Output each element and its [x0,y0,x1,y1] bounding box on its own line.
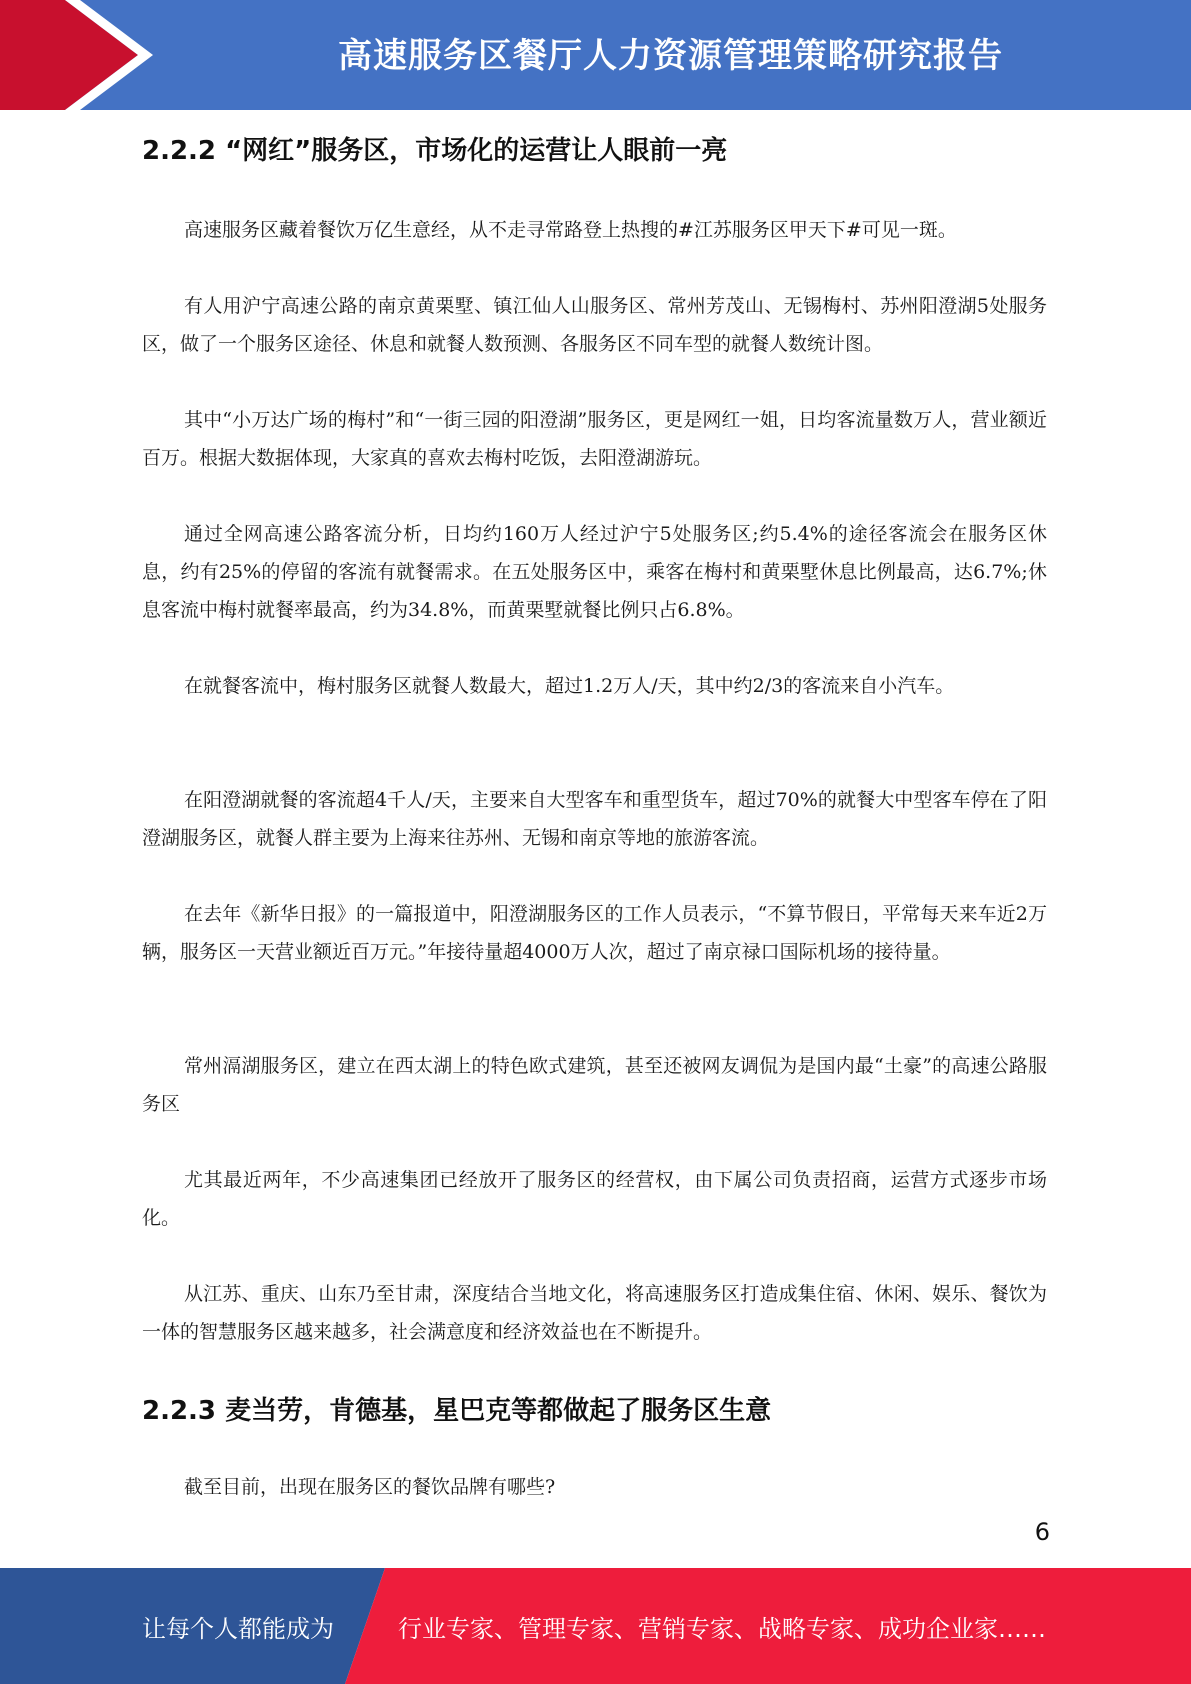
header-chevron-decoration [0,0,160,110]
paragraph: 其中“小万达广场的梅村”和“一街三园的阳澄湖”服务区，更是网红一姐，日均客流量数万人，营业额近百万。根据大数据体现，大家真的喜欢去梅村吃饭，去阳澄湖游玩。 [142,409,1047,469]
section-heading-2-2-3: 2.2.3 麦当劳，肯德基，星巴克等都做起了服务区生意 [142,1396,772,1426]
paragraph: 常州滆湖服务区，建立在西太湖上的特色欧式建筑，甚至还被网友调侃为是国内最“土豪”的高速公路服务区 [142,1055,1047,1115]
footer-slogan-right: 行业专家、管理专家、营销专家、战略专家、成功企业家…… [398,1614,1046,1643]
paragraph: 在去年《新华日报》的一篇报道中，阳澄湖服务区的工作人员表示，“不算节假日，平常每天来车近2万辆，服务区一天营业额近百万元。”年接待量超4000万人次，超过了南京禄口国际机场的接待量。 [142,903,1047,963]
paragraph: 在阳澄湖就餐的客流超4千人/天，主要来自大型客车和重型货车，超过70%的就餐大中型客车停在了阳澄湖服务区，就餐人群主要为上海来往苏州、无锡和南京等地的旅游客流。 [142,789,1047,849]
paragraph: 有人用沪宁高速公路的南京黄栗墅、镇江仙人山服务区、常州芳茂山、无锡梅村、苏州阳澄湖5处服务区，做了一个服务区途径、休息和就餐人数预测、各服务区不同车型的就餐人数统计图。 [142,295,1047,355]
paragraph: 高速服务区藏着餐饮万亿生意经，从不走寻常路登上热搜的#江苏服务区甲天下#可见一斑。 [184,219,957,241]
paragraph: 在就餐客流中，梅村服务区就餐人数最大，超过1.2万人/天，其中约2/3的客流来自小汽车。 [184,675,955,697]
page-header [0,0,1191,110]
section-heading-2-2-2: 2.2.2 “网红”服务区，市场化的运营让人眼前一亮 [142,136,728,166]
paragraph: 从江苏、重庆、山东乃至甘肃，深度结合当地文化，将高速服务区打造成集住宿、休闲、娱乐、餐饮为一体的智慧服务区越来越多，社会满意度和经济效益也在不断提升。 [142,1283,1047,1343]
footer-slogan-left: 让每个人都能成为 [142,1614,334,1643]
paragraph: 通过全网高速公路客流分析，日均约160万人经过沪宁5处服务区;约5.4%的途径客流会在服务区休息，约有25%的停留的客流有就餐需求。在五处服务区中，乘客在梅村和黄栗墅休息比例最高，达6.7%;休息客流中梅村就餐率最高，约为34.8%，而黄栗墅就餐比例只占6.8%。 [142,523,1047,621]
paragraph: 尤其最近两年，不少高速集团已经放开了服务区的经营权，由下属公司负责招商，运营方式逐步市场化。 [142,1169,1047,1229]
page-footer [0,1568,1191,1684]
page-number: 6 [1034,1518,1050,1546]
paragraph: 截至目前，出现在服务区的餐饮品牌有哪些? [184,1476,556,1498]
report-title: 高速服务区餐厅人力资源管理策略研究报告 [338,35,1003,76]
